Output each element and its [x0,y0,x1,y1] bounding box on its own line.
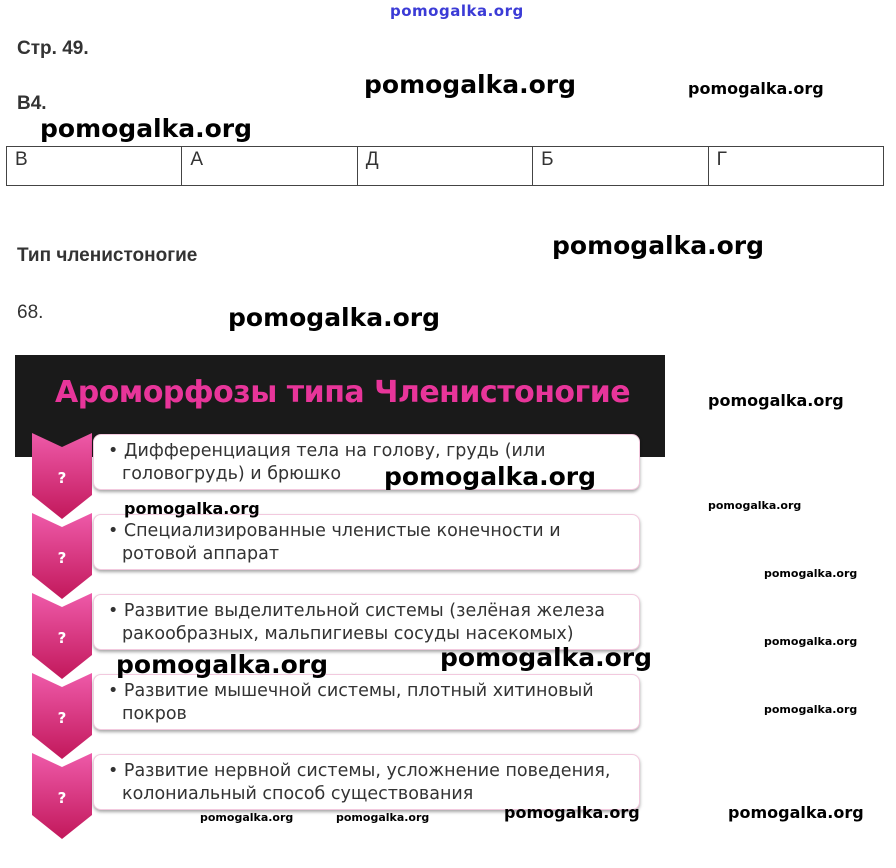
question-mark: ? [57,469,67,487]
item-line: покров [122,704,187,724]
item-line: • Развитие выделительной системы (зелёная железа [108,601,605,621]
watermark: pomogalka.org [688,79,824,98]
aromorphoses-figure [15,355,665,855]
watermark: pomogalka.org [384,462,597,491]
question-mark: ? [57,549,67,567]
answer-cell: В [7,147,182,186]
item-line: • Развитие нервной системы, усложнение поведения, [108,761,611,781]
figure-title: Ароморфозы типа Членистоногие [55,375,631,410]
watermark: pomogalka.org [708,391,844,410]
item-line: • Специализированные членистые конечности и [108,521,561,541]
section-title: Тип членистоногие [17,245,198,266]
watermark: pomogalka.org [764,567,858,580]
watermark: pomogalka.org [440,643,653,672]
page-label: Стр. 49. [17,38,89,59]
item-line: • Развитие мышечной системы, плотный хитиновый [108,681,594,701]
watermark: pomogalka.org [504,803,640,822]
item-line: колониальный способ существования [122,784,474,804]
watermark: pomogalka.org [764,703,858,716]
item-line: ракообразных, мальпигиевы сосуды насекомых) [122,624,574,644]
task-label: В4. [17,93,47,114]
watermark: pomogalka.org [40,114,253,143]
watermark: pomogalka.org [124,499,260,518]
list-item [93,674,640,730]
question-number: 68. [17,302,44,323]
watermark: pomogalka.org [728,803,864,822]
watermark: pomogalka.org [336,811,430,824]
table-row [7,147,884,186]
watermark: pomogalka.org [200,811,294,824]
watermark-top: pomogalka.org [390,2,524,20]
answer-cell: Б [533,147,708,186]
item-line: ротовой аппарат [122,544,280,564]
watermark: pomogalka.org [552,231,765,260]
watermark: pomogalka.org [764,635,858,648]
answers-table [6,146,884,186]
item-line: головогрудь) и брюшко [122,464,342,484]
watermark: pomogalka.org [228,303,441,332]
question-mark: ? [57,709,67,727]
answer-cell: А [182,147,357,186]
question-mark: ? [57,789,67,807]
list-item [93,514,640,570]
question-mark: ? [57,629,67,647]
watermark: pomogalka.org [708,499,802,512]
watermark: pomogalka.org [364,70,577,99]
item-line: • Дифференциация тела на голову, грудь (или [108,441,546,461]
answer-cell: Г [708,147,883,186]
answer-cell: Д [357,147,532,186]
list-item [93,594,640,650]
watermark: pomogalka.org [116,650,329,679]
list-item [93,754,640,810]
